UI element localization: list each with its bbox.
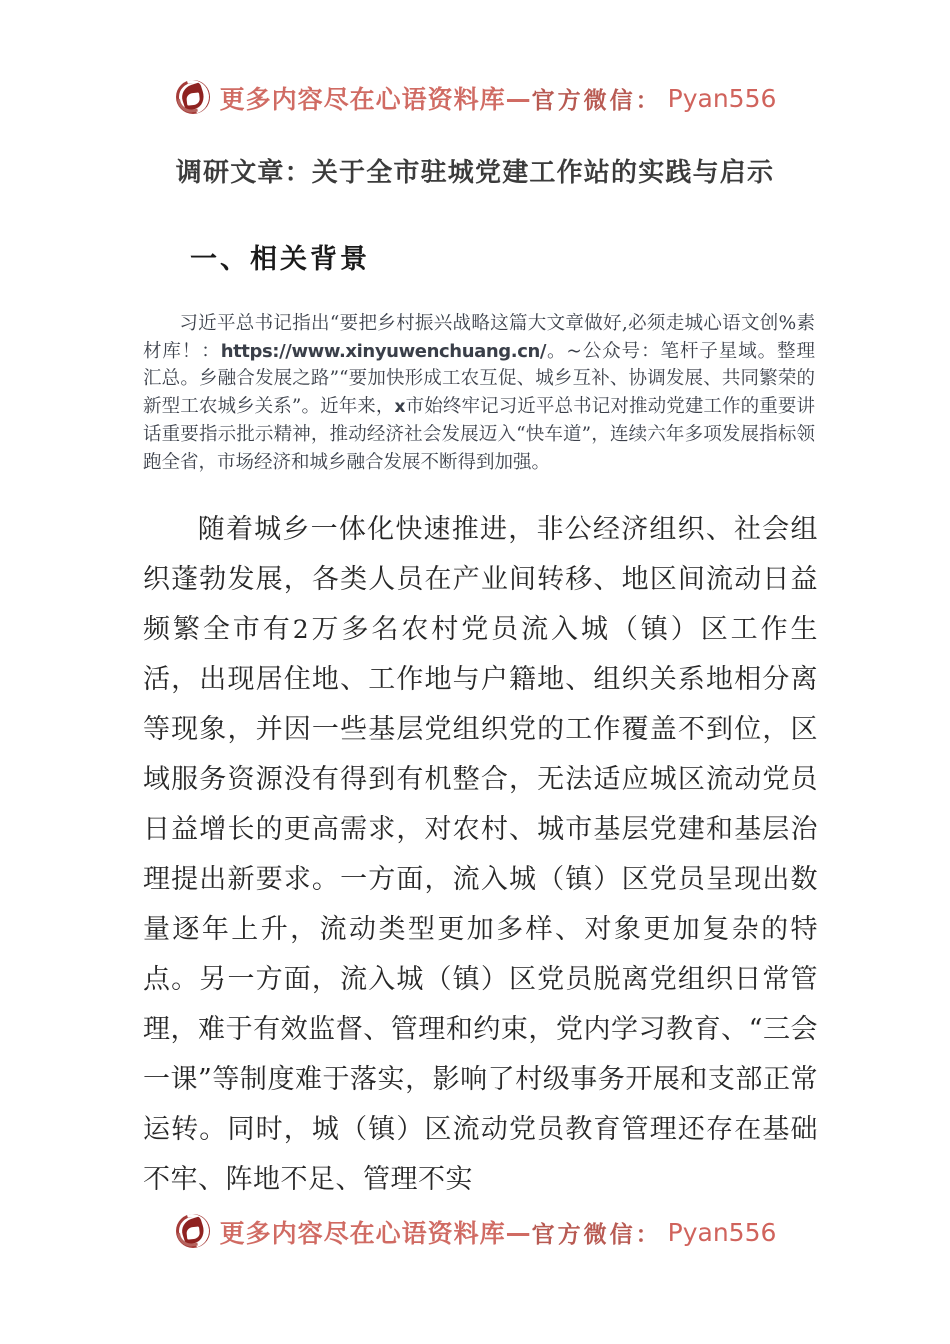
- watermark-dash: —: [505, 1217, 532, 1247]
- body-paragraph-number: 2: [292, 615, 310, 644]
- watermark-account-id: Pyan556: [667, 1217, 777, 1247]
- yin-yang-swirl-logo-icon: [174, 1212, 214, 1252]
- watermark-dash: —: [505, 83, 532, 113]
- watermark-brand-text: 更多内容尽在心语资料库: [219, 85, 506, 114]
- quoted-paragraph-seg2: 。~公众号：笔杆子星域。整理汇总。乡融合发展之路”“要加快形成工农互促、城乡互补、协调发展、共同繁荣的新型工农城乡关系”。近年来，: [143, 340, 815, 417]
- city-placeholder: x: [394, 396, 406, 417]
- footer-watermark: [0, 1212, 950, 1252]
- quoted-paragraph-seg1: 习近平总书记指出“要把乡村振兴战略这篇大文章做好,必须走城心语文创%素材库！：: [143, 313, 815, 362]
- header-watermark: [0, 78, 950, 118]
- section-heading: 一、相关背景: [190, 244, 370, 275]
- yin-yang-swirl-logo-icon: [174, 78, 214, 118]
- watermark-wechat-label: 官方微信：: [531, 86, 662, 114]
- watermark-brand-text: 更多内容尽在心语资料库: [219, 1219, 506, 1248]
- source-url: https://www.xinyuwenchuang.cn/: [220, 340, 547, 362]
- quoted-paragraph-seg3: 市始终牢记习近平总书记对推动党建工作的重要讲话重要指示批示精神，推动经济社会发展迈入“快车道”，连续六年多项发展指标领跑全省，市场经济和城乡融合发展不断得到加强。: [143, 395, 815, 473]
- body-paragraph-seg2: 万多名农村党员流入城（镇）区工作生活，出现居住地、工作地与户籍地、组织关系地相分离等现象，并因一些基层党组织党的工作覆盖不到位，区域服务资源没有得到有机整合，无法适应城区流动党员日益增长的更高需求，对农村、城市基层党建和基层治理提出新要求。一方面，流入城（镇）区党员呈现出数量逐年上升，流动类型更加多样、对象更加复杂的特点。另一方面，流入城（镇）区党员脱离党组织日常管理，难于有效监督、管理和约束，党内学习教育、“三会一课”等制度难于落实，影响了村级事务开展和支部正常运转。同时，城（镇）区流动党员教育管理还存在基础不牢、阵地不足、管理不实: [143, 614, 819, 1195]
- body-paragraph-seg1: 随着城乡一体化快速推进，非公经济组织、社会组织蓬勃发展，各类人员在产业间转移、地区间流动日益频繁全市有: [143, 514, 818, 645]
- page-title: 调研文章：关于全市驻城党建工作站的实践与启示: [175, 158, 775, 188]
- quoted-paragraph: [143, 310, 815, 476]
- watermark-account-id: Pyan556: [667, 83, 777, 113]
- body-paragraph: [143, 505, 818, 1205]
- watermark-wechat-label: 官方微信：: [531, 1220, 662, 1248]
